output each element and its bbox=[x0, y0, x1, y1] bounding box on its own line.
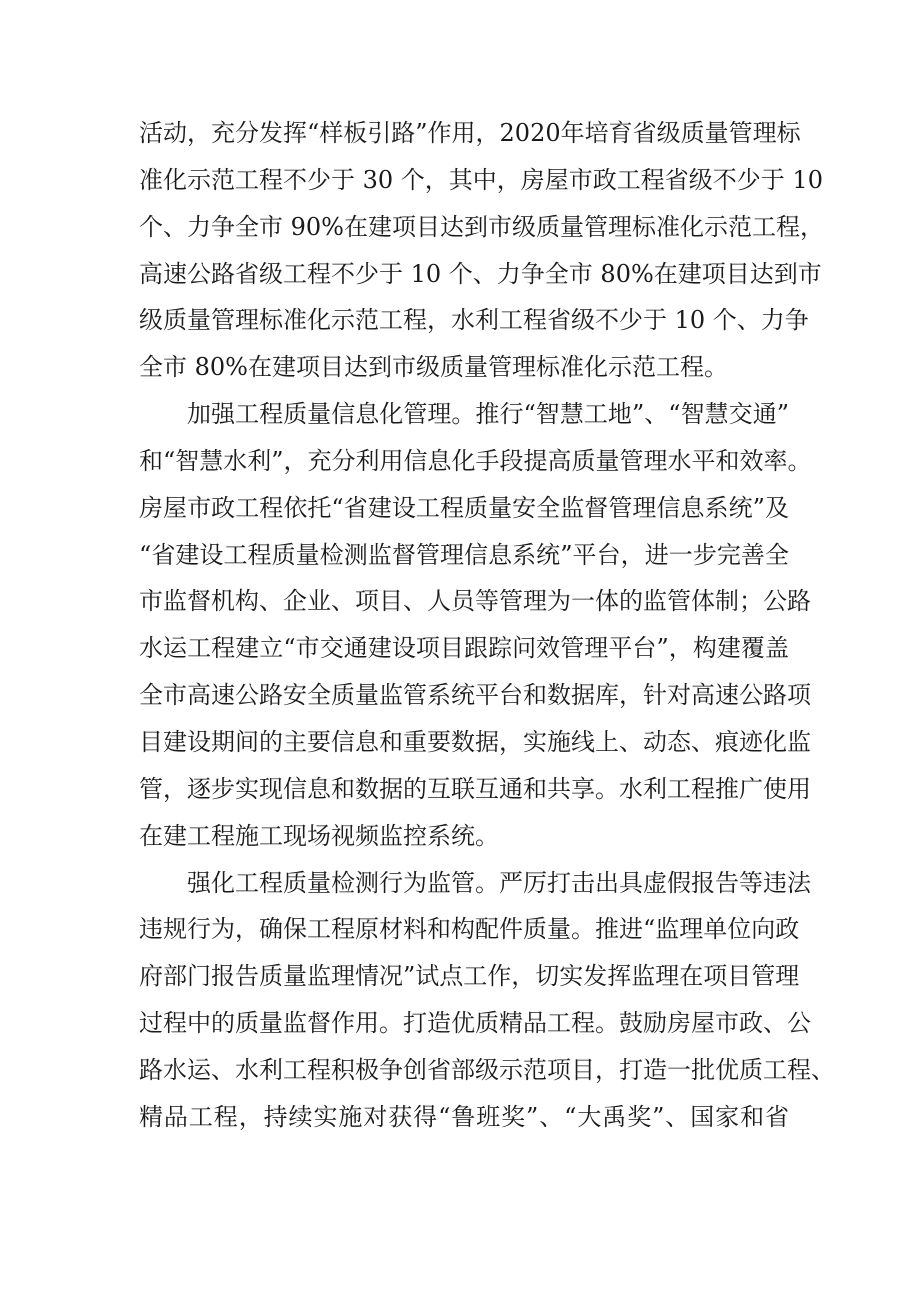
body-text bbox=[139, 110, 835, 1141]
text-line: 管，逐步实现信息和数据的互联互通和共享。水利工程推广使用 bbox=[139, 774, 811, 803]
text-line: 级质量管理标准化示范工程，水利工程省级不少于 10 个、力争 bbox=[139, 306, 809, 335]
text-line: 目建设期间的主要信息和重要数据，实施线上、动态、痕迹化监 bbox=[139, 727, 811, 756]
text-line: 违规行为，确保工程原材料和构配件质量。推进“监理单位向政 bbox=[139, 915, 800, 944]
text-line: 强化工程质量检测行为监管。严厉打击出具虚假报告等违法 bbox=[187, 868, 811, 897]
text-line: 路水运、水利工程积极争创省部级示范项目，打造一批优质工程、 bbox=[139, 1055, 835, 1084]
text-line: 在建工程施工现场视频监控系统。 bbox=[139, 821, 499, 850]
text-line: 精品工程，持续实施对获得“鲁班奖”、“大禹奖”、国家和省 bbox=[139, 1102, 789, 1131]
text-line: 过程中的质量监督作用。打造优质精品工程。鼓励房屋市政、公 bbox=[139, 1009, 811, 1038]
text-line: 全市高速公路安全质量监管系统平台和数据库，针对高速公路项 bbox=[139, 681, 811, 710]
text-line: 全市 80%在建项目达到市级质量管理标准化示范工程。 bbox=[139, 353, 728, 382]
text-line: 活动，充分发挥“样板引路”作用，2020年培育省级质量管理标 bbox=[139, 119, 801, 147]
text-line: 加强工程质量信息化管理。推行“智慧工地”、“智慧交通” bbox=[187, 400, 789, 429]
text-line: 水运工程建立“市交通建设项目跟踪问效管理平台”，构建覆盖 bbox=[139, 634, 789, 663]
text-line: 房屋市政工程依托“省建设工程质量安全监督管理信息系统”及 bbox=[139, 493, 789, 522]
text-line: “省建设工程质量检测监督管理信息系统”平台，进一步完善全 bbox=[139, 540, 789, 569]
text-line: 高速公路省级工程不少于 10 个、力争全市 80%在建项目达到市 bbox=[139, 259, 822, 288]
text-line: 个、力争全市 90%在建项目达到市级质量管理标准化示范工程， bbox=[139, 212, 824, 241]
text-line: 府部门报告质量监理情况”试点工作，切实发挥监理在项目管理 bbox=[139, 962, 800, 991]
text-line: 市监督机构、企业、项目、人员等管理为一体的监管体制；公路 bbox=[139, 587, 811, 616]
text-line: 准化示范工程不少于 30 个，其中，房屋市政工程省级不少于 10 bbox=[139, 165, 823, 194]
text-line: 和“智慧水利”，充分利用信息化手段提高质量管理水平和效率。 bbox=[139, 446, 812, 475]
